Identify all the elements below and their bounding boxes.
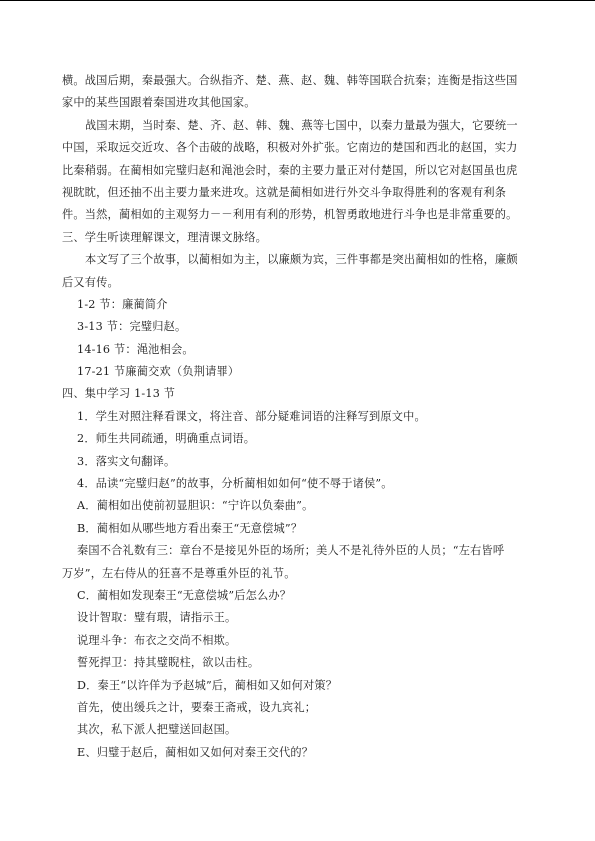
text-line: 秦国不合礼数有三：章台不是接见外臣的场所；美人不是礼待外臣的人员；“左右皆呼: [77, 544, 505, 558]
text-line: 1-2 节：廉蔺简介: [77, 297, 168, 311]
text-line: 3-13 节：完璧归赵。: [77, 320, 187, 334]
text-line: 件。当然，蔺相如的主观努力－－利用有利的形势，机智勇敢地进行斗争也是非常重要的。: [62, 208, 518, 222]
text-line: 1．学生对照注释看课文，将注音、部分疑难词语的注释写到原文中。: [77, 409, 426, 423]
text-line: A．蔺相如出使前初显胆识：“宁许以负秦曲”。: [77, 499, 314, 513]
text-line: 比秦稍弱。在蔺相如完璧归赵和渑池会时，秦的主要力量正对付楚国，所以它对赵国虽也虎: [62, 163, 518, 177]
text-line: 2．师生共同疏通，明确重点词语。: [77, 432, 256, 446]
text-line: 横。战国后期，秦最强大。合纵指齐、楚、燕、赵、魏、韩等国联合抗秦；连衡是指这些国: [62, 74, 518, 87]
text-line: 万岁”，左右侍从的狂喜不是尊重外臣的礼节。: [62, 566, 296, 580]
text-line: 三、学生听读理解课文，理清课文脉络。: [62, 230, 267, 244]
text-line: 家中的某些国跟着秦国进攻其他国家。: [62, 96, 256, 110]
header-rule: [0, 0, 595, 1]
text-line: 17-21 节廉蔺交欢（负荆请罪）: [77, 365, 240, 379]
text-line: 14-16 节：渑池相会。: [77, 342, 194, 356]
text-line: D．秦王“以许佯为予赵城”后，蔺相如又如何对策？: [77, 678, 338, 692]
text-line: 后又有传。: [62, 275, 119, 289]
text-line: 本文写了三个故事，以蔺相如为主，以廉颇为宾，三件事都是突出蔺相如的性格，廉颇: [85, 253, 518, 267]
text-line: 其次，私下派人把璧送回赵国。: [77, 723, 237, 737]
text-line: 誓死捍卫：持其璧睨柱，欲以击柱。: [77, 656, 260, 670]
text-line: 中国，采取远交近攻、各个击破的战略，积极对外扩张。它南边的楚国和西北的赵国，实力: [62, 141, 518, 155]
text-line: C．蔺相如发现秦王“无意偿城”后怎么办？: [77, 588, 292, 602]
text-line: 四、集中学习 1-13 节: [62, 387, 176, 401]
document-body: [62, 70, 536, 764]
text-line: B．蔺相如从哪些地方看出秦王“无意偿城”？: [77, 521, 303, 535]
text-line: E、归璧于赵后，蔺相如又如何对秦王交代的？: [77, 745, 314, 759]
text-line: 战国末期，当时秦、楚、齐、赵、韩、魏、燕等七国中，以秦力量最为强大，它要统一: [85, 118, 518, 132]
text-line: 3．落实文句翻译。: [77, 454, 176, 468]
text-line: 视眈眈，但还抽不出主要力量来进攻。这就是蔺相如进行外交斗争取得胜利的客观有利条: [62, 185, 507, 199]
text-line: 4．品读“完璧归赵”的故事，分析蔺相如如何“使不辱于诸侯”。: [77, 477, 393, 491]
text-line: 说理斗争：布衣之交尚不相欺。: [77, 633, 237, 647]
text-line: 设计智取：璧有瑕，请指示王。: [77, 611, 237, 625]
text-line: 首先，使出缓兵之计，要秦王斋戒，设九宾礼；: [77, 700, 317, 714]
